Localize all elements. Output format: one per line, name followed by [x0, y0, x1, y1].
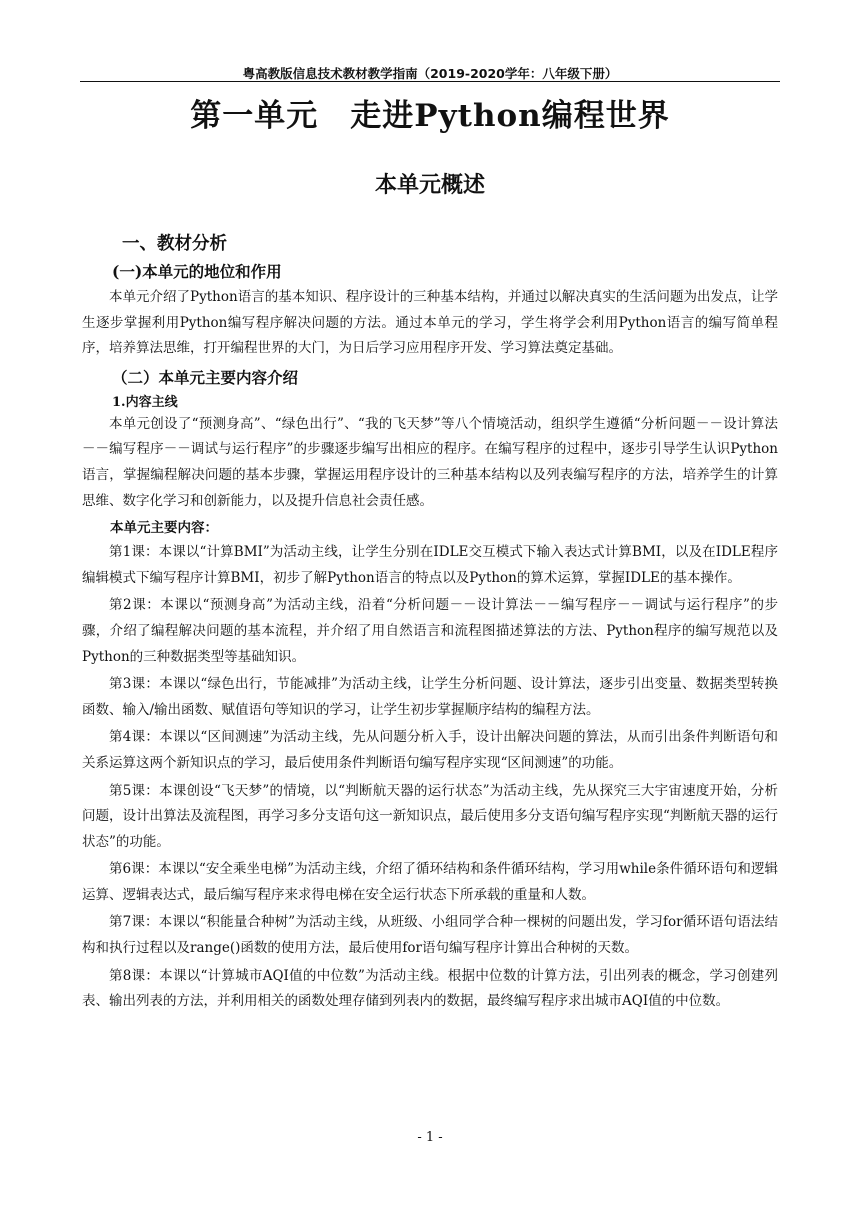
lesson-1-paragraph: 第1课：本课以“计算BMI”为活动主线，让学生分别在IDLE交互模式下输入表达式计算BMI，以及在IDLE程序编辑模式下编写程序计算BMI，初步了解Python语言的特点以及Python的算术运算，掌握IDLE的基本操作。: [82, 544, 778, 586]
document-body: [82, 230, 778, 1017]
content-mainline-paragraph: 本单元创设了“预测身高”、“绿色出行”、“我的飞天梦”等八个情境活动，组织学生遵循“分析问题－－设计算法－－编写程序－－调试与运行程序”的步骤逐步编写出相应的程序。在编写程序的过程中，逐步引导学生认识Python语言，掌握编程解决问题的基本步骤，掌握运用程序设计的三种基本结构以及列表编写程序的方法，培养学生的计算思维、数字化学习和创新能力，以及提升信息社会责任感。: [82, 415, 778, 509]
header-rule: [80, 81, 780, 82]
lesson-4-paragraph: 第4课：本课以“区间测速”为活动主线，先从问题分析入手，设计出解决问题的算法，从而引出条件判断语句和关系运算这两个新知识点的学习，最后使用条件判断语句编写程序实现“区间测速”的功能。: [82, 729, 778, 771]
lesson-6-paragraph: 第6课：本课以“安全乘坐电梯”为活动主线，介绍了循环结构和条件循环结构，学习用while条件循环语句和逻辑运算、逻辑表达式，最后编写程序来求得电梯在安全运行状态下所承载的重量和人数。: [82, 861, 778, 903]
section-heading-textbook-analysis: 一、教材分析: [122, 234, 227, 254]
page-number: - 1 -: [417, 1130, 443, 1145]
unit-title: 第一单元 走进Python编程世界: [190, 98, 670, 134]
content-mainline-heading: 1.内容主线: [112, 394, 178, 410]
lesson-5-paragraph: 第5课：本课创设“飞天梦”的情境，以“判断航天器的运行状态”为活动主线，先从探究三大宇宙速度开始，分析问题，设计出算法及流程图，再学习多分支语句这一新知识点，最后使用多分支语句编写程序实现“判断航天器的运行状态”的功能。: [82, 782, 778, 850]
lesson-2-paragraph: 第2课：本课以“预测身高”为活动主线，沿着“分析问题－－设计算法－－编写程序－－调试与运行程序”的步骤，介绍了编程解决问题的基本流程，并介绍了用自然语言和流程图描述算法的方法、Python程序的编写规范以及Python的三种数据类型等基础知识。: [82, 597, 778, 665]
unit-overview-heading: 本单元概述: [374, 172, 485, 198]
lesson-8-paragraph: 第8课：本课以“计算城市AQI值的中位数”为活动主线。根据中位数的计算方法，引出列表的概念，学习创建列表、输出列表的方法，并利用相关的函数处理存储到列表内的数据，最终编写程序求出城市AQI值的中位数。: [82, 967, 778, 1010]
running-header: 粤高教版信息技术教材教学指南（2019-2020学年：八年级下册）: [242, 66, 618, 81]
lesson-7-paragraph: 第7课：本课以“积能量合种树”为活动主线，从班级、小组同学合种一棵树的问题出发，学习for循环语句语法结构和执行过程以及range()函数的使用方法，最后使用for语句编写程序计算出合种树的天数。: [82, 914, 778, 957]
lesson-3-paragraph: 第3课：本课以“绿色出行，节能减排”为活动主线，让学生分析问题、设计算法，逐步引出变量、数据类型转换函数、输入/输出函数、赋值语句等知识的学习，让学生初步掌握顺序结构的编程方法。: [82, 676, 778, 718]
main-content-label: 本单元主要内容：: [110, 520, 218, 537]
subsection-heading-main-content: （二）本单元主要内容介绍: [112, 367, 299, 387]
role-paragraph: 本单元介绍了Python语言的基本知识、程序设计的三种基本结构，并通过以解决真实的生活问题为出发点，让学生逐步掌握利用Python编写程序解决问题的方法。通过本单元的学习，学生将学会利用Python语言的编写简单程序，培养算法思维，打开编程世界的大门，为日后学习应用程序开发、学习算法奠定基础。: [82, 289, 778, 357]
subsection-heading-role: (一)本单元的地位和作用: [112, 262, 282, 281]
